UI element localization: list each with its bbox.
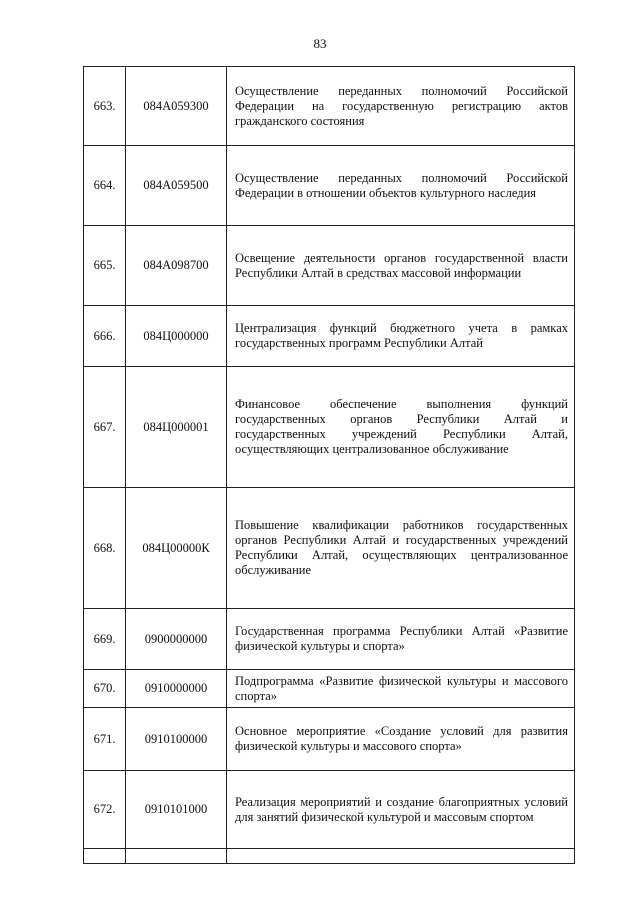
tail-cell bbox=[126, 849, 227, 864]
target-code: 0910101000 bbox=[126, 771, 227, 849]
row-number: 663. bbox=[84, 67, 126, 146]
row-description: Подпрограмма «Развитие физической культуры и массового спорта» bbox=[227, 670, 575, 708]
target-code: 084Ц000001 bbox=[126, 367, 227, 488]
row-description: Основное мероприятие «Создание условий для развития физической культуры и массового спорта» bbox=[227, 708, 575, 771]
row-description: Осуществление переданных полномочий Российской Федерации на государственную регистрацию актов гражданского состояния bbox=[227, 67, 575, 146]
table-row bbox=[84, 226, 575, 306]
table-row bbox=[84, 306, 575, 367]
target-code: 0910000000 bbox=[126, 670, 227, 708]
target-code: 084A098700 bbox=[126, 226, 227, 306]
table-row bbox=[84, 367, 575, 488]
row-description: Освещение деятельности органов государственной власти Республики Алтай в средствах массовой информации bbox=[227, 226, 575, 306]
row-number: 669. bbox=[84, 609, 126, 670]
table-tail-row bbox=[84, 849, 575, 864]
budget-classification-table bbox=[83, 66, 575, 864]
row-number: 668. bbox=[84, 488, 126, 609]
row-number: 666. bbox=[84, 306, 126, 367]
row-description: Централизация функций бюджетного учета в рамках государственных программ Республики Алтай bbox=[227, 306, 575, 367]
row-description: Государственная программа Республики Алтай «Развитие физической культуры и спорта» bbox=[227, 609, 575, 670]
row-number: 672. bbox=[84, 771, 126, 849]
table-row bbox=[84, 708, 575, 771]
table-row bbox=[84, 488, 575, 609]
table-row bbox=[84, 146, 575, 226]
target-code: 084Ц000000 bbox=[126, 306, 227, 367]
table-row bbox=[84, 609, 575, 670]
row-number: 664. bbox=[84, 146, 126, 226]
target-code: 0900000000 bbox=[126, 609, 227, 670]
target-code: 084A059300 bbox=[126, 67, 227, 146]
tail-cell bbox=[84, 849, 126, 864]
row-number: 665. bbox=[84, 226, 126, 306]
row-description: Осуществление переданных полномочий Российской Федерации в отношении объектов культурного наследия bbox=[227, 146, 575, 226]
page-number: 83 bbox=[313, 36, 327, 51]
target-code: 084Ц00000К bbox=[126, 488, 227, 609]
row-description: Повышение квалификации работников государственных органов Республики Алтай и государственных учреждений Республики Алтай, осуществляющих централизованное обслуживание bbox=[227, 488, 575, 609]
row-description: Реализация мероприятий и создание благоприятных условий для занятий физической культурой и массовым спортом bbox=[227, 771, 575, 849]
row-description: Финансовое обеспечение выполнения функций государственных органов Республики Алтай и государственных учреждений Республики Алтай, осуществляющих централизованное обслуживание bbox=[227, 367, 575, 488]
row-number: 670. bbox=[84, 670, 126, 708]
row-number: 671. bbox=[84, 708, 126, 771]
target-code: 084A059500 bbox=[126, 146, 227, 226]
target-code: 0910100000 bbox=[126, 708, 227, 771]
table-row bbox=[84, 670, 575, 708]
row-number: 667. bbox=[84, 367, 126, 488]
table-row bbox=[84, 67, 575, 146]
table-row bbox=[84, 771, 575, 849]
tail-cell bbox=[227, 849, 575, 864]
